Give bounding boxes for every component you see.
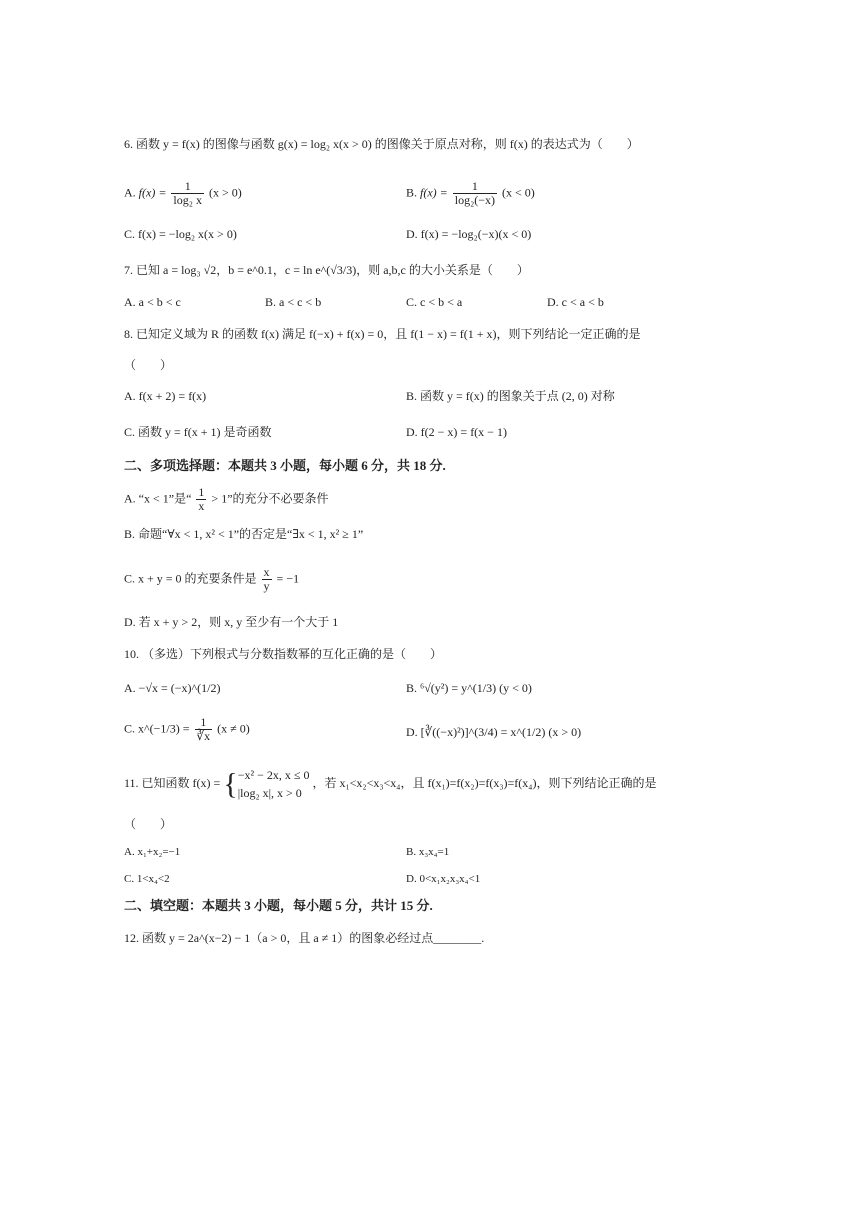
- q9-option-b: B. 命题“∀x < 1, x² < 1”的否定是“∃x < 1, x² ≥ 1”: [124, 527, 364, 541]
- q6-b-label: B.: [406, 185, 418, 200]
- q10-option-d: D. [∛((−x)²)]^(3/4) = x^(1/2) (x > 0): [406, 725, 582, 739]
- q6-a-post: (x > 0): [208, 185, 242, 200]
- q11-option-a: A. x₁+x₂=−1: [124, 846, 181, 858]
- q6-a-label: A.: [124, 185, 136, 200]
- q6-b-pre: f(x) =: [420, 185, 448, 200]
- q11-stem-post: ，若 x₁<x₂<x₃<x₄，且 f(x₁)=f(x₂)=f(x₃)=f(x₄)，则下列结论正确的是: [312, 776, 657, 790]
- q8-option-d: D. f(2 − x) = f(x − 1): [406, 425, 507, 439]
- q7-option-c: C. c < b < a: [406, 295, 463, 309]
- q6-a-num: 1: [171, 180, 204, 194]
- q10-c-num: 1: [195, 716, 213, 730]
- q8-option-b: B. 函数 y = f(x) 的图象关于点 (2, 0) 对称: [406, 389, 615, 403]
- q10-stem: 10. （多选）下列根式与分数指数幂的互化正确的是（ ）: [124, 647, 443, 661]
- q6-c-text: f(x) = −log₂ x(x > 0): [138, 227, 237, 241]
- q9-a-pre: A. “x < 1”是“: [124, 491, 192, 506]
- q7-option-b: B. a < c < b: [265, 295, 322, 309]
- q11-piece-1: −x² − 2x, x ≤ 0: [237, 768, 310, 783]
- q12-stem: 12. 函数 y = 2a^(x−2) − 1（a > 0，且 a ≠ 1）的图象必经过点________.: [124, 931, 485, 945]
- q10-c-pre: C. x^(−1/3) =: [124, 721, 190, 736]
- q10-c-post: (x ≠ 0): [217, 721, 250, 736]
- q10-c-fraction: [195, 716, 213, 743]
- q9-option-d: D. 若 x + y > 2，则 x, y 至少有一个大于 1: [124, 615, 339, 629]
- q7-stem: 7. 已知 a = log₃ √2，b = e^0.1，c = ln e^(√3/3)，则 a,b,c 的大小关系是（ ）: [124, 263, 529, 277]
- q7-option-d: D. c < a < b: [547, 295, 604, 309]
- q8-stem: 8. 已知定义域为 R 的函数 f(x) 满足 f(−x) + f(x) = 0，且 f(1 − x) = f(1 + x)，则下列结论一定正确的是: [124, 327, 641, 341]
- q11-stem-pre: 11. 已知函数 f(x) =: [124, 776, 221, 790]
- q7-option-a: A. a < b < c: [124, 295, 181, 309]
- q6-c-label: C.: [124, 227, 136, 241]
- q9-c-pre: C. x + y = 0 的充要条件是: [124, 571, 257, 586]
- q9-a-post: > 1”的充分不必要条件: [211, 491, 329, 506]
- q6-d-text: f(x) = −log₂(−x)(x < 0): [420, 227, 532, 241]
- q6-option-d: [406, 226, 531, 242]
- q6-a-pre: f(x) =: [138, 185, 167, 200]
- q6-option-b: [406, 180, 535, 207]
- q11-piecewise-brace: {: [223, 767, 238, 801]
- q9-c-fraction: [262, 566, 272, 593]
- q11-paren: （ ）: [124, 817, 173, 831]
- section-fill-blank-heading: 二、填空题：本题共 3 小题，每小题 5 分，共计 15 分.: [124, 898, 433, 913]
- q10-option-c: [124, 716, 250, 743]
- q6-option-c: [124, 226, 237, 242]
- q10-option-b: B. ⁶√(y²) = y^(1/3) (y < 0): [406, 681, 532, 695]
- q6-b-fraction: [453, 180, 497, 207]
- q6-a-fraction: [171, 180, 204, 207]
- q11-option-d: D. 0<x₁x₂x₃x₄<1: [406, 873, 481, 885]
- q6-b-num: 1: [453, 180, 497, 194]
- section-multiple-choice-heading: 二、多项选择题：本题共 3 小题，每小题 6 分，共 18 分.: [124, 458, 446, 473]
- q11-piece-2: |log₂ x|, x > 0: [237, 786, 302, 801]
- q9-a-den: x: [198, 499, 205, 513]
- q9-option-c: [124, 566, 299, 593]
- q9-c-num: x: [263, 565, 270, 579]
- q6-stem: 6. 函数 y = f(x) 的图像与函数 g(x) = log₂ x(x > 0) 的图像关于原点对称，则 f(x) 的表达式为（ ）: [124, 137, 639, 151]
- q6-option-a: [124, 180, 242, 207]
- q6-b-post: (x < 0): [502, 185, 535, 200]
- q8-paren: （ ）: [124, 358, 173, 372]
- q6-b-den: log₂(−x): [454, 193, 496, 207]
- q8-option-c: C. 函数 y = f(x + 1) 是奇函数: [124, 425, 272, 439]
- q9-a-num: 1: [198, 485, 205, 499]
- q6-a-den: log₂ x: [173, 193, 202, 207]
- q9-a-fraction: [196, 486, 206, 513]
- q10-option-a: A. −√x = (−x)^(1/2): [124, 681, 221, 695]
- q11-option-c: C. 1<x₄<2: [124, 873, 170, 885]
- q10-c-den: ∛x: [196, 729, 211, 743]
- q11-stem: [124, 764, 656, 802]
- q11-piecewise: [238, 766, 310, 802]
- q9-c-post: = −1: [276, 571, 300, 586]
- q11-option-b: B. x₃x₄=1: [406, 846, 450, 858]
- q6-d-label: D.: [406, 227, 418, 241]
- q9-option-a: [124, 486, 329, 513]
- q9-c-den: y: [263, 579, 270, 593]
- q8-option-a: A. f(x + 2) = f(x): [124, 389, 207, 403]
